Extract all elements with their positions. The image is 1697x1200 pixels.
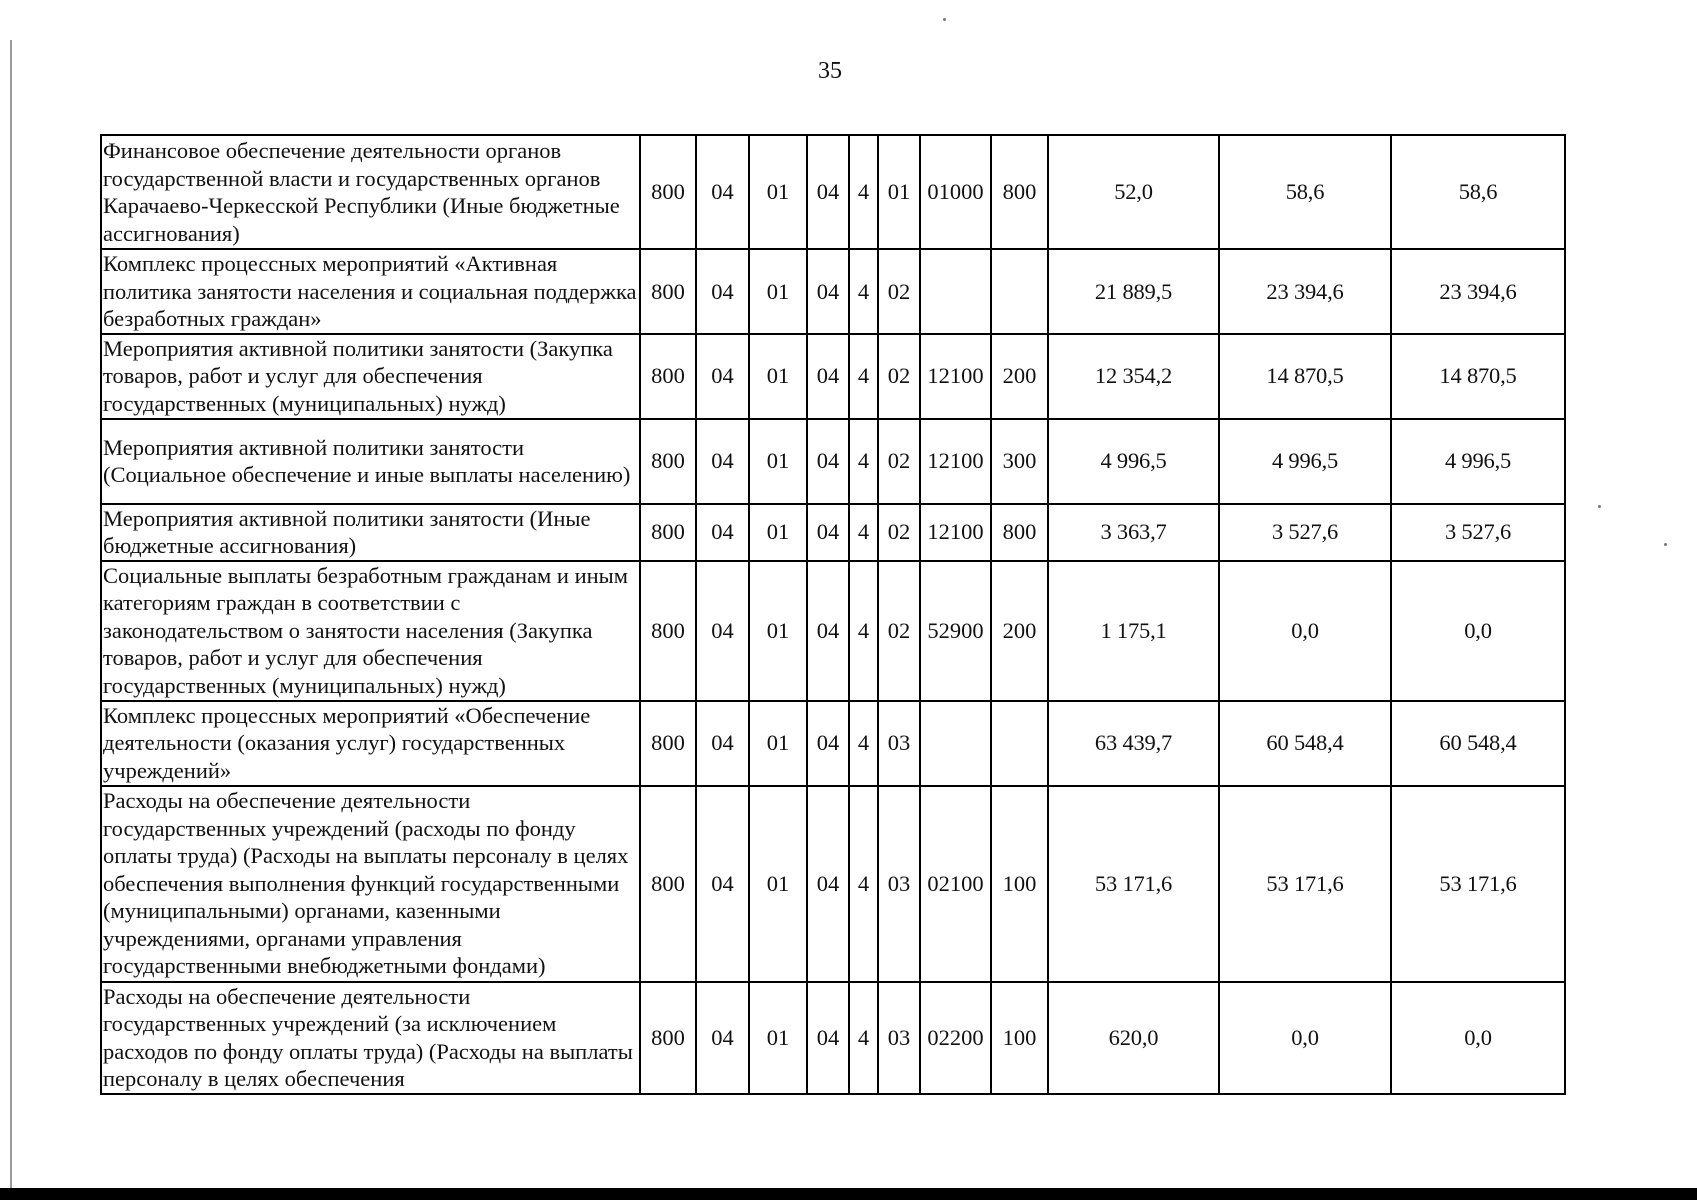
scan-speck — [1664, 543, 1667, 546]
code-subsection: 01 — [749, 249, 807, 334]
amount-year-1: 3 363,7 — [1048, 504, 1219, 561]
amount-year-3: 3 527,6 — [1391, 504, 1565, 561]
code-complex: 02 — [878, 561, 920, 701]
code-expense-type: 100 — [991, 982, 1048, 1094]
amount-year-1: 53 171,6 — [1048, 786, 1219, 982]
table-row — [101, 334, 1565, 419]
code-complex: 02 — [878, 504, 920, 561]
code-ministry: 800 — [640, 334, 696, 419]
amount-year-3: 14 870,5 — [1391, 334, 1565, 419]
row-description: Комплекс процессных мероприятий «Активная политика занятости населения и социальная поддержка безработных граждан» — [101, 249, 640, 334]
code-expense-type: 800 — [991, 135, 1048, 249]
table-row — [101, 701, 1565, 786]
amount-year-2: 14 870,5 — [1219, 334, 1391, 419]
code-subsection: 01 — [749, 504, 807, 561]
amount-year-2: 0,0 — [1219, 561, 1391, 701]
amount-year-3: 60 548,4 — [1391, 701, 1565, 786]
code-section: 04 — [696, 701, 749, 786]
code-subsection: 01 — [749, 334, 807, 419]
amount-year-1: 4 996,5 — [1048, 419, 1219, 504]
code-subsection: 01 — [749, 786, 807, 982]
code-expense-type — [991, 701, 1048, 786]
code-type: 4 — [849, 249, 878, 334]
code-section: 04 — [696, 334, 749, 419]
amount-year-1: 12 354,2 — [1048, 334, 1219, 419]
code-section: 04 — [696, 249, 749, 334]
row-description: Расходы на обеспечение деятельности государственных учреждений (за исключением расходов по фонду оплаты труда) (Расходы на выплаты персоналу в целях обеспечения — [101, 982, 640, 1094]
code-direction: 01000 — [920, 135, 991, 249]
budget-table — [100, 134, 1566, 1095]
amount-year-1: 21 889,5 — [1048, 249, 1219, 334]
amount-year-3: 53 171,6 — [1391, 786, 1565, 982]
code-ministry: 800 — [640, 786, 696, 982]
amount-year-3: 0,0 — [1391, 982, 1565, 1094]
page-left-edge — [10, 40, 12, 1190]
code-expense-type: 200 — [991, 561, 1048, 701]
code-ministry: 800 — [640, 135, 696, 249]
code-type: 4 — [849, 561, 878, 701]
amount-year-2: 3 527,6 — [1219, 504, 1391, 561]
row-description: Комплекс процессных мероприятий «Обеспечение деятельности (оказания услуг) государственных учреждений» — [101, 701, 640, 786]
code-direction: 52900 — [920, 561, 991, 701]
code-direction: 12100 — [920, 334, 991, 419]
row-description: Мероприятия активной политики занятости (Закупка товаров, работ и услуг для обеспечения государственных (муниципальных) нужд) — [101, 334, 640, 419]
amount-year-2: 23 394,6 — [1219, 249, 1391, 334]
code-expense-type: 300 — [991, 419, 1048, 504]
code-ministry: 800 — [640, 561, 696, 701]
code-expense-type: 100 — [991, 786, 1048, 982]
code-program: 04 — [807, 249, 849, 334]
amount-year-3: 4 996,5 — [1391, 419, 1565, 504]
amount-year-2: 53 171,6 — [1219, 786, 1391, 982]
amount-year-2: 0,0 — [1219, 982, 1391, 1094]
row-description: Социальные выплаты безработным гражданам и иным категориям граждан в соответствии с законодательством о занятости населения (Закупка товаров, работ и услуг для обеспечения государственных (муниципальных) нужд) — [101, 561, 640, 701]
scan-speck — [1598, 505, 1601, 508]
code-ministry: 800 — [640, 419, 696, 504]
code-program: 04 — [807, 982, 849, 1094]
code-ministry: 800 — [640, 701, 696, 786]
code-subsection: 01 — [749, 701, 807, 786]
code-program: 04 — [807, 786, 849, 982]
code-expense-type: 200 — [991, 334, 1048, 419]
code-direction — [920, 249, 991, 334]
code-complex: 01 — [878, 135, 920, 249]
code-type: 4 — [849, 419, 878, 504]
amount-year-3: 23 394,6 — [1391, 249, 1565, 334]
amount-year-3: 0,0 — [1391, 561, 1565, 701]
code-direction: 02100 — [920, 786, 991, 982]
code-complex: 02 — [878, 334, 920, 419]
amount-year-2: 4 996,5 — [1219, 419, 1391, 504]
code-subsection: 01 — [749, 135, 807, 249]
code-subsection: 01 — [749, 561, 807, 701]
table-row — [101, 135, 1565, 249]
code-complex: 03 — [878, 982, 920, 1094]
code-subsection: 01 — [749, 419, 807, 504]
code-program: 04 — [807, 701, 849, 786]
code-direction — [920, 701, 991, 786]
code-program: 04 — [807, 504, 849, 561]
table-row — [101, 561, 1565, 701]
table-row — [101, 419, 1565, 504]
code-section: 04 — [696, 419, 749, 504]
code-section: 04 — [696, 561, 749, 701]
code-program: 04 — [807, 334, 849, 419]
code-type: 4 — [849, 334, 878, 419]
row-description: Мероприятия активной политики занятости (Социальное обеспечение и иные выплаты населению) — [101, 419, 640, 504]
code-type: 4 — [849, 701, 878, 786]
code-program: 04 — [807, 419, 849, 504]
amount-year-1: 63 439,7 — [1048, 701, 1219, 786]
code-section: 04 — [696, 135, 749, 249]
code-ministry: 800 — [640, 249, 696, 334]
code-section: 04 — [696, 504, 749, 561]
amount-year-1: 1 175,1 — [1048, 561, 1219, 701]
table-row — [101, 249, 1565, 334]
code-complex: 03 — [878, 701, 920, 786]
table-row — [101, 982, 1565, 1094]
amount-year-2: 58,6 — [1219, 135, 1391, 249]
code-section: 04 — [696, 786, 749, 982]
table-row — [101, 504, 1565, 561]
code-complex: 02 — [878, 419, 920, 504]
amount-year-1: 620,0 — [1048, 982, 1219, 1094]
code-type: 4 — [849, 135, 878, 249]
row-description: Мероприятия активной политики занятости (Иные бюджетные ассигнования) — [101, 504, 640, 561]
code-program: 04 — [807, 135, 849, 249]
code-direction: 02200 — [920, 982, 991, 1094]
code-complex: 02 — [878, 249, 920, 334]
amount-year-1: 52,0 — [1048, 135, 1219, 249]
code-direction: 12100 — [920, 504, 991, 561]
row-description: Расходы на обеспечение деятельности государственных учреждений (расходы по фонду оплаты труда) (Расходы на выплаты персоналу в целях обеспечения выполнения функций государственными (муниципальными) органами, казенными учреждениями, органами управления государственными внебюджетными фондами) — [101, 786, 640, 982]
code-program: 04 — [807, 561, 849, 701]
code-complex: 03 — [878, 786, 920, 982]
code-direction: 12100 — [920, 419, 991, 504]
code-type: 4 — [849, 504, 878, 561]
amount-year-2: 60 548,4 — [1219, 701, 1391, 786]
amount-year-3: 58,6 — [1391, 135, 1565, 249]
code-ministry: 800 — [640, 504, 696, 561]
page-number: 35 — [818, 58, 842, 84]
table-row — [101, 786, 1565, 982]
row-description: Финансовое обеспечение деятельности органов государственной власти и государственных органов Карачаево-Черкесской Республики (Иные бюджетные ассигнования) — [101, 135, 640, 249]
code-type: 4 — [849, 982, 878, 1094]
code-ministry: 800 — [640, 982, 696, 1094]
scan-speck — [943, 18, 946, 21]
code-expense-type — [991, 249, 1048, 334]
code-subsection: 01 — [749, 982, 807, 1094]
code-expense-type: 800 — [991, 504, 1048, 561]
code-section: 04 — [696, 982, 749, 1094]
scan-bottom-border — [0, 1188, 1697, 1200]
code-type: 4 — [849, 786, 878, 982]
